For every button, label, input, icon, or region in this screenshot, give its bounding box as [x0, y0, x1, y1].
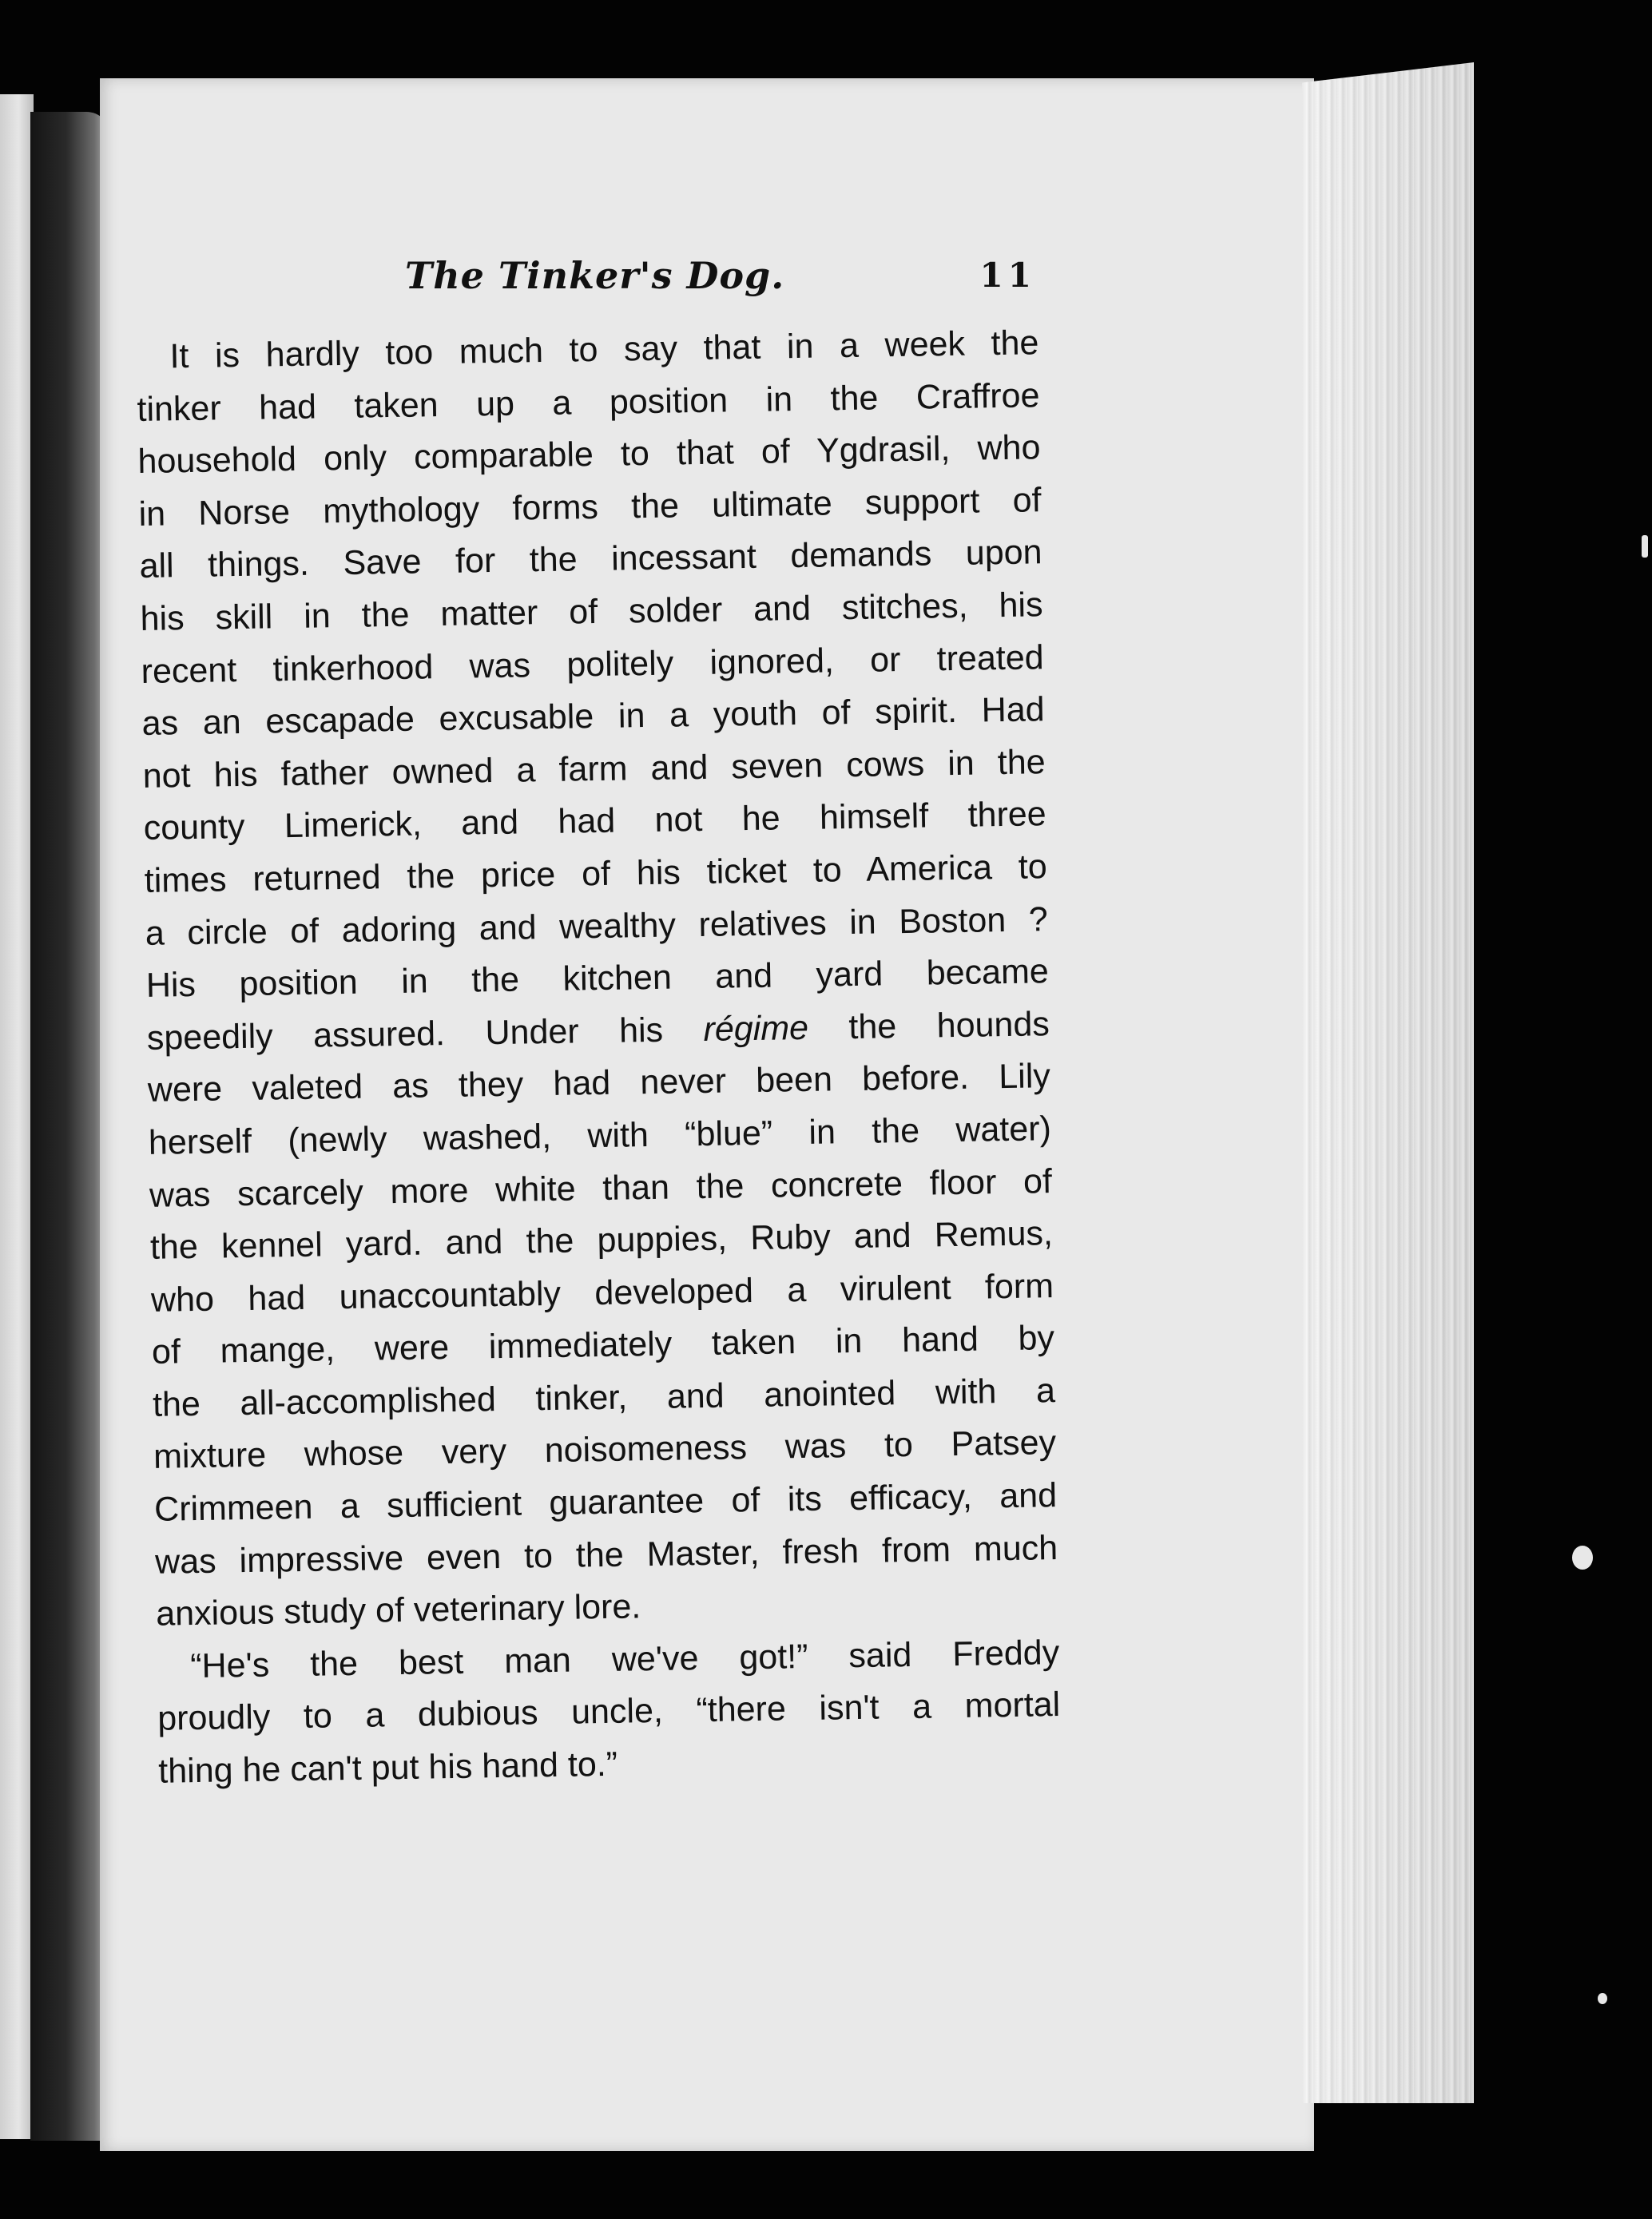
text-line: the kennel yard. and the puppies, Ruby and Remus, — [149, 1214, 1054, 1267]
page-number: 11 — [979, 256, 1036, 295]
text-line: the all-accomplished tinker, and anointed with a — [152, 1371, 1056, 1424]
text-line: mixture whose very noisomeness was to Patsey — [153, 1423, 1057, 1477]
body-text — [136, 317, 1062, 1798]
scan-speck — [1598, 1993, 1607, 2004]
text-line: a circle of adoring and wealthy relatives in Boston ? — [145, 899, 1049, 953]
text-line: tinker had taken up a position in the Craffroe — [137, 375, 1040, 429]
text-line: “He's the best man we've got!” said Freddy — [189, 1633, 1060, 1685]
text-line: recent tinkerhood was politely ignored, or treated — [141, 637, 1044, 691]
text-line: was scarcely more white than the concrete floor of — [149, 1161, 1053, 1215]
text-line: who had unaccountably developed a virulent form — [150, 1266, 1054, 1320]
text-line: proudly to a dubious uncle, “there isn't a mortal — [157, 1685, 1061, 1739]
page-header — [405, 254, 1036, 318]
text-line: thing he can't put his hand to.” — [157, 1745, 618, 1791]
text-line: herself (newly washed, with “blue” in the water) — [148, 1110, 1052, 1162]
italic-word: régime — [703, 1008, 809, 1049]
scan-speck — [1642, 535, 1648, 558]
text-line: all things. Save for the incessant demands upon — [139, 533, 1042, 586]
text-line: his skill in the matter of solder and stitches, his — [140, 586, 1043, 638]
text-line: in Norse mythology forms the ultimate support of — [138, 481, 1042, 534]
text-line-with-italic: speedily assured. Under his régime the hounds — [146, 1004, 1050, 1058]
page-stack-edges — [1302, 62, 1474, 2103]
text-line: It is hardly too much to say that in a week the — [169, 324, 1039, 376]
text-line: of mange, were immediately taken in hand by — [151, 1319, 1055, 1372]
text-line: times returned the price of his ticket to America to — [144, 848, 1048, 900]
text-line: Crimmeen a sufficient guarantee of its efficacy, and — [153, 1476, 1058, 1529]
text-line: were valeted as they had never been before. Lily — [147, 1057, 1051, 1110]
text-line: county Limerick, and had not he himself three — [143, 795, 1047, 848]
text-line: was impressive even to the Master, fresh from much — [154, 1528, 1058, 1582]
book-gutter-shadow — [30, 112, 110, 2141]
scan-speck — [1572, 1546, 1593, 1570]
text-line: household only comparable to that of Ygdrasil, who — [137, 428, 1041, 482]
text-line: not his father owned a farm and seven cows in the — [142, 742, 1046, 796]
text-line: His position in the kitchen and yard became — [145, 952, 1050, 1006]
previous-page-edge — [0, 94, 34, 2139]
running-title: The Tinker's Dog. — [405, 254, 785, 297]
text-line: anxious study of veterinary lore. — [155, 1587, 641, 1634]
text-line: as an escapade excusable in a youth of spirit. Had — [141, 690, 1045, 744]
